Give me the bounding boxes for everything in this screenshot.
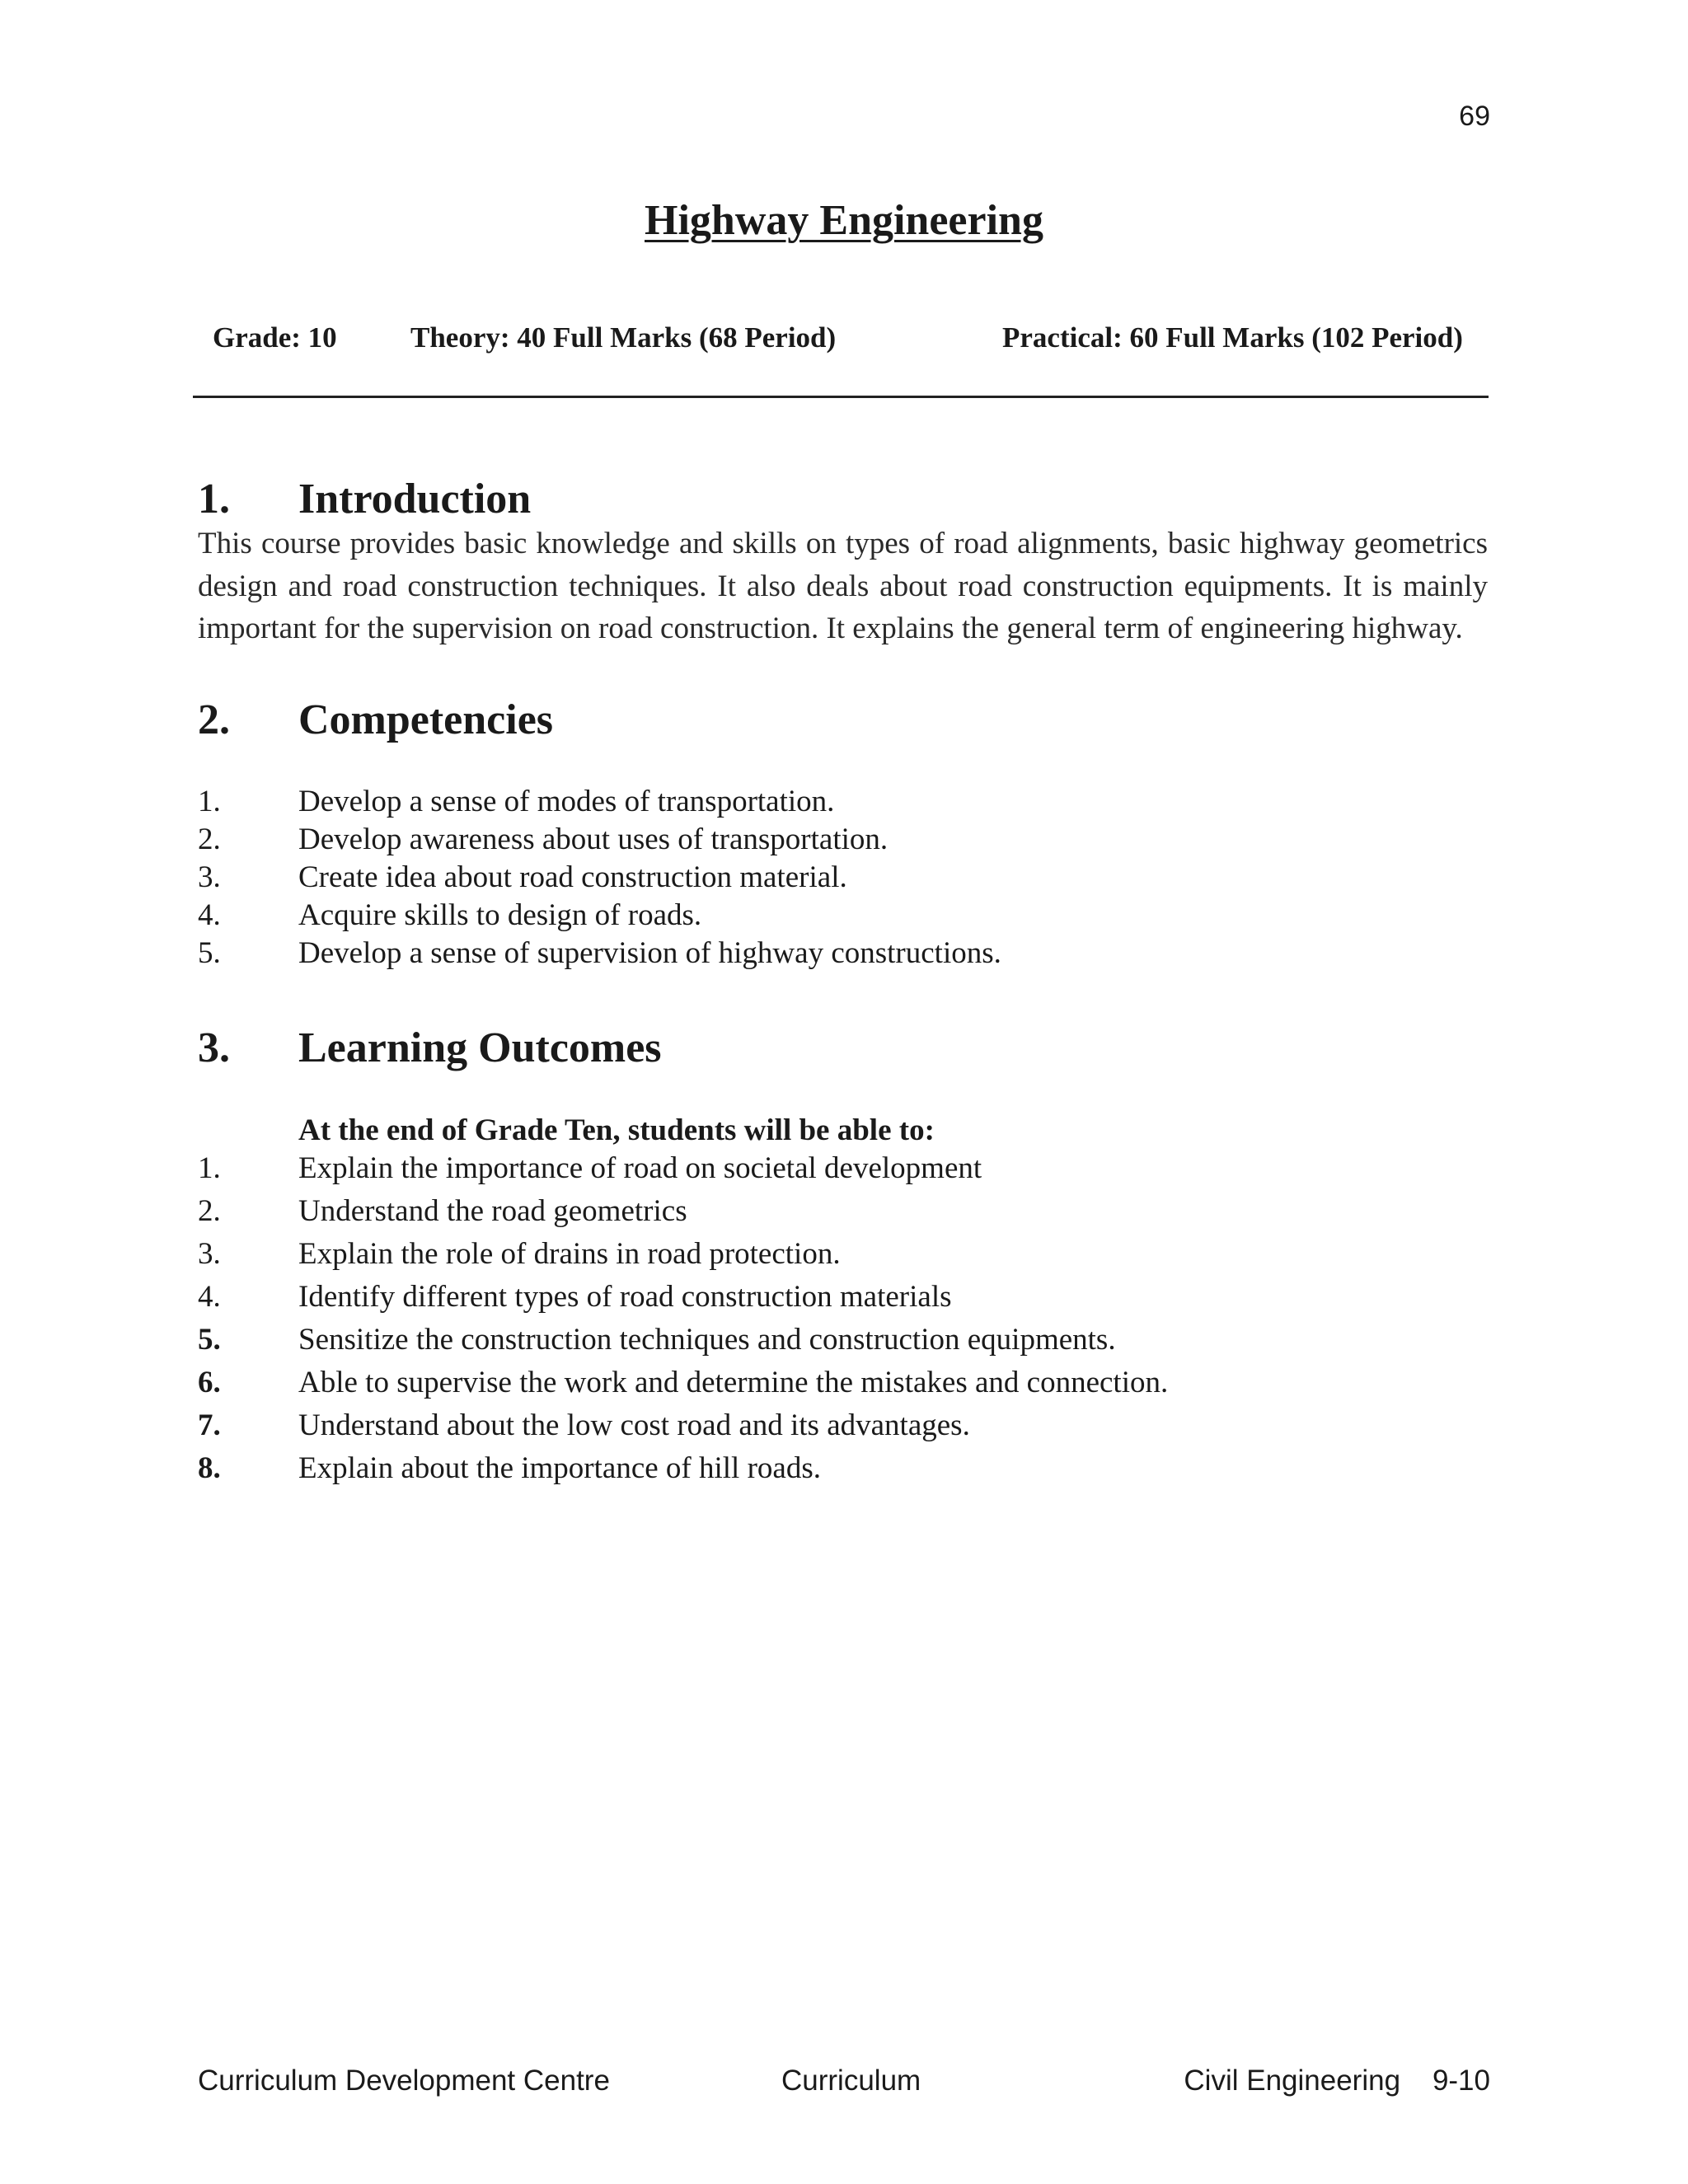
outcomes-lead-text: At the end of Grade Ten, students will be able to: [298, 1113, 935, 1147]
header-divider [193, 396, 1489, 398]
list-item-text: Acquire skills to design of roads. [298, 898, 702, 932]
list-item-text: Explain the role of drains in road protection. [298, 1237, 841, 1271]
section-number: 2. [198, 696, 230, 743]
page-title: Highway Engineering [645, 197, 1043, 244]
list-item-number: 6. [198, 1366, 221, 1399]
page-number: 69 [1459, 101, 1490, 132]
list-item-text: Sensitize the construction techniques and construction equipments. [298, 1323, 1116, 1357]
list-item-text: Understand about the low cost road and its advantages. [298, 1408, 970, 1442]
list-item-number: 5. [198, 936, 221, 970]
grade-label: Grade: 10 [213, 321, 337, 354]
list-item-number: 7. [198, 1408, 221, 1442]
list-item-text: Identify different types of road construction materials [298, 1280, 952, 1314]
list-item-text: Explain about the importance of hill roads. [298, 1451, 821, 1485]
footer-organization: Curriculum Development Centre [198, 2064, 610, 2097]
section-number: 1. [198, 476, 230, 523]
section-title: Learning Outcomes [298, 1024, 662, 1071]
footer-document-type: Curriculum [781, 2064, 921, 2097]
list-item-text: Able to supervise the work and determine the mistakes and connection. [298, 1366, 1169, 1399]
list-item-number: 4. [198, 1280, 221, 1314]
footer-subject-grade: Civil Engineering 9-10 [1184, 2064, 1490, 2097]
list-item-text: Develop a sense of modes of transportation. [298, 785, 835, 818]
list-item-number: 3. [198, 1237, 221, 1271]
introduction-paragraph: This course provides basic knowledge and skills on types of road alignments, basic highway geometrics design and road construction techniques. It also deals about road construction equipments. It is mainly important for the supervision on road construction. It explains the general term of engineering highway. [198, 527, 1488, 645]
list-item-text: Understand the road geometrics [298, 1194, 687, 1228]
list-item-number: 2. [198, 823, 221, 856]
list-item-text: Develop awareness about uses of transportation. [298, 823, 889, 856]
list-item-text: Develop a sense of supervision of highway constructions. [298, 936, 1001, 970]
list-item-number: 3. [198, 860, 221, 894]
list-item-number: 4. [198, 898, 221, 932]
section-title: Competencies [298, 696, 554, 743]
list-item-text: Create idea about road construction material. [298, 860, 847, 894]
list-item-number: 1. [198, 1151, 221, 1185]
section-title: Introduction [298, 476, 532, 523]
list-item-number: 2. [198, 1194, 221, 1228]
list-item-text: Explain the importance of road on societal development [298, 1151, 982, 1185]
section-number: 3. [198, 1024, 230, 1071]
list-item-number: 5. [198, 1323, 221, 1357]
list-item-number: 8. [198, 1451, 221, 1485]
list-item-number: 1. [198, 785, 221, 818]
theory-marks: Theory: 40 Full Marks (68 Period) [410, 321, 837, 354]
practical-marks: Practical: 60 Full Marks (102 Period) [1002, 321, 1463, 354]
